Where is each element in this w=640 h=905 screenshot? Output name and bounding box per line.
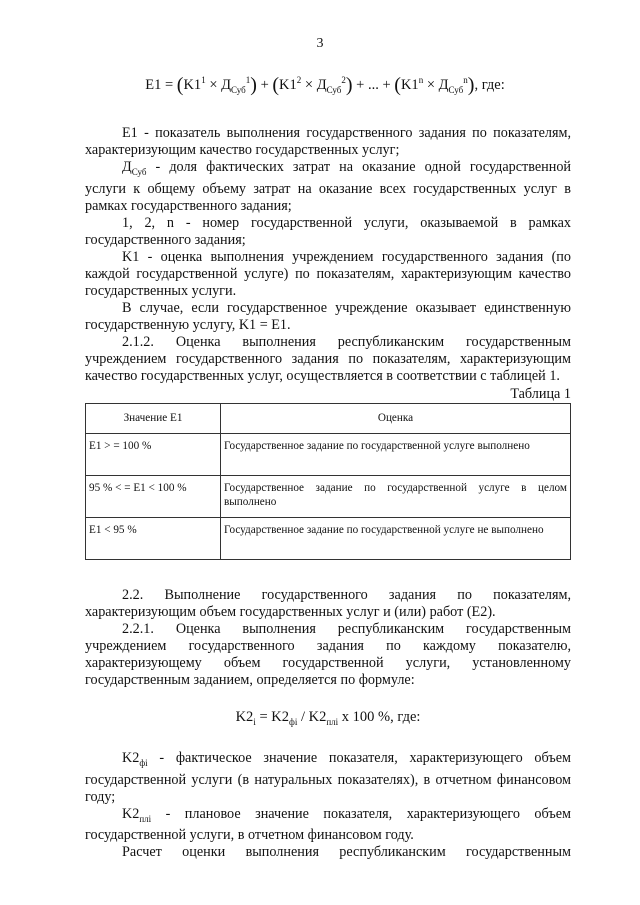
table-header-value: Значение E1 (86, 403, 221, 433)
formula-k2: $K2_i = K2_{фi} / K2_{плi}$ x 100 %, где: (235, 708, 421, 727)
table-cell-value: 95 % < = E1 < 100 % (86, 475, 221, 517)
paragraph-2-2: 2.2. Выполнение государственного задания по показателям, характеризующим объем государственных услуг и (или) работ (E2). (85, 586, 571, 620)
table-cell-evaluation: Государственное задание по государственной услуге в целом выполнено (221, 475, 571, 517)
paragraph-k1-def: K1 - оценка выполнения учреждением государственного задания (по каждой государственной услуге) по показателям, характеризующим качество государственных услуги. (85, 248, 571, 299)
evaluation-table (85, 403, 571, 560)
paragraph-2-2-1: 2.2.1. Оценка выполнения республиканским государственным учреждением государственного задания по каждому показателю, характеризующему объем государственной услуги, установленному государственным заданием, определяется по формуле: (85, 620, 571, 688)
table-row (86, 475, 571, 517)
paragraph-calculation: Расчет оценки выполнения республиканским государственным (122, 844, 571, 861)
table-cell-evaluation: Государственное задание по государственной услуге не выполнено (221, 517, 571, 559)
table-cell-value: E1 < 95 % (86, 517, 221, 559)
paragraph-k2p-def: $K2_{плi}$ - плановое значение показателя, характеризующего объем государственной услуги, в отчетном финансовом году. (85, 805, 571, 844)
formula-e1: $E1 = (K1^1 \times Д_{Суб}^1) + (K1^2 \times Д_{Суб}^2)$ + ... + $(K1^n \times Д_{Суб}^n)$, где: (145, 74, 505, 96)
table-row (86, 517, 571, 559)
table-row (86, 433, 571, 475)
paragraph-single-service: В случае, если государственное учреждение оказывает единственную государственную услугу, K1 = E1. (85, 299, 571, 333)
table-header-row (86, 403, 571, 433)
paragraph-2-1-2: 2.1.2. Оценка выполнения республиканским государственным учреждением государственного задания по показателям, характеризующим качество государственных услуг, осуществляется в соответствии с таблицей 1. (85, 333, 571, 384)
document-body (85, 125, 571, 861)
table-cell-evaluation: Государственное задание по государственной услуге выполнено (221, 433, 571, 475)
paragraph-dsub-def: $Д_{Суб}$ - доля фактических затрат на оказание одной государственной услуги к общему объему затрат на оказание всех государственных услуг в рамках государственного задания; (85, 159, 572, 214)
paragraph-k2f-def: $K2_{фi}$ - фактическое значение показателя, характеризующего объем государственной услуги (в натуральных показателях), в отчетном финансовом году; (85, 749, 571, 805)
paragraph-n-def: 1, 2, n - номер государственной услуги, оказываемой в рамках государственного задания; (85, 214, 571, 248)
table-cell-value: E1 > = 100 % (86, 433, 221, 475)
paragraph-e1-def: E1 - показатель выполнения государственного задания по показателям, характеризующим качество государственных услуг; (85, 125, 571, 158)
table-caption: Таблица 1 (510, 385, 571, 402)
table-header-evaluation: Оценка (221, 403, 571, 433)
page-number: 3 (316, 36, 324, 51)
